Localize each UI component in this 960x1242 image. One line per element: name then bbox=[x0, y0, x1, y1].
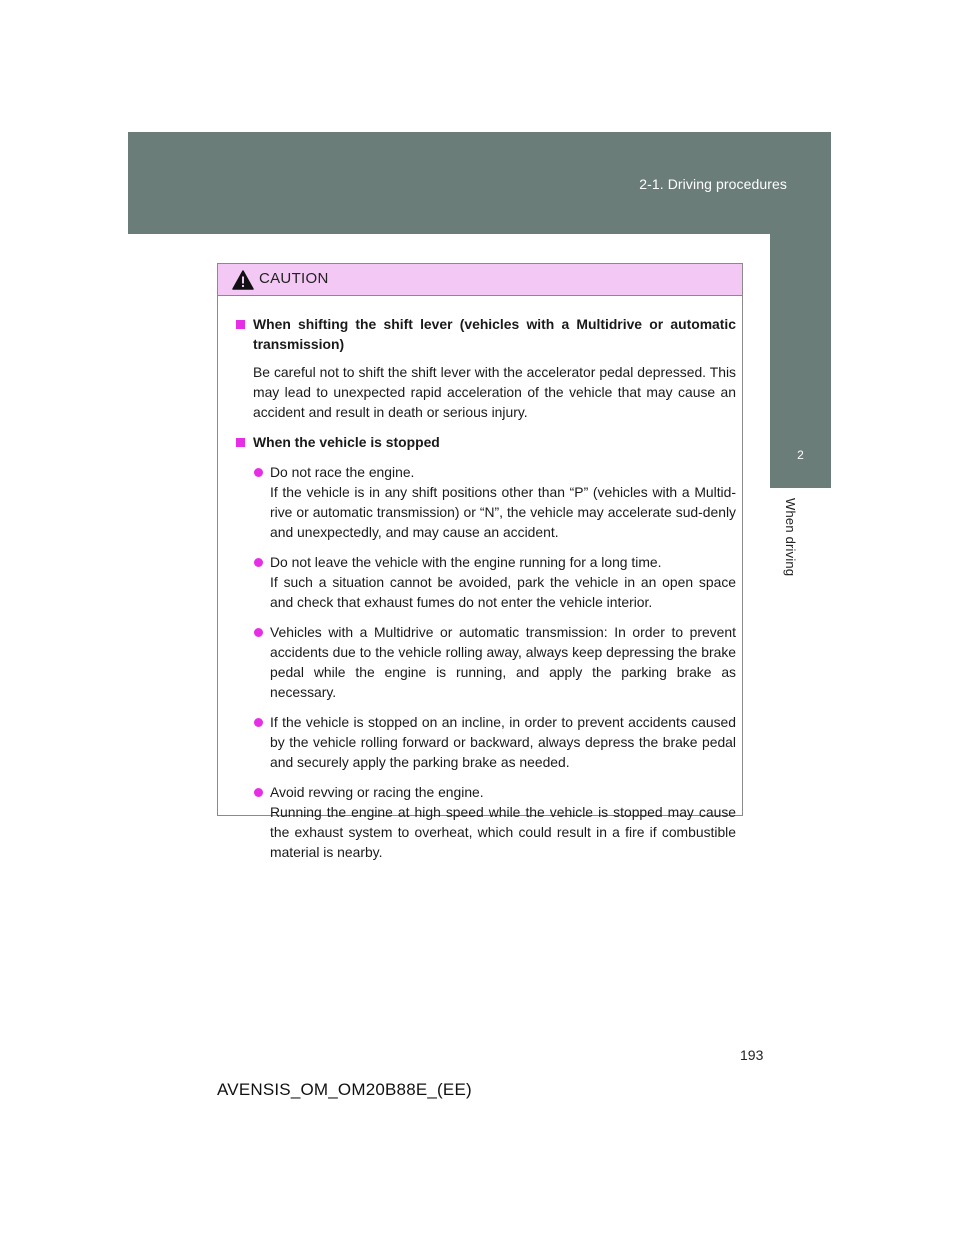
round-bullet-icon bbox=[254, 628, 263, 637]
chapter-tab[interactable] bbox=[770, 420, 831, 488]
list-item-text: If the vehicle is in any shift positions other than “P” (vehicles with a Multid-rive or automatic transmission) or “N”, the vehicle may accelerate sud-denly and unexpectedly, and may cause an accident. bbox=[270, 484, 736, 540]
round-bullet-icon bbox=[254, 468, 263, 477]
square-bullet-icon bbox=[236, 320, 245, 329]
chapter-number: 2 bbox=[797, 448, 804, 462]
round-bullet-icon bbox=[254, 788, 263, 797]
section-heading: When shifting the shift lever (vehicles with a Multidrive or automatic transmission) bbox=[253, 316, 736, 352]
bullet-list bbox=[236, 462, 736, 862]
list-item-text: Do not leave the vehicle with the engine running for a long time. bbox=[270, 554, 662, 570]
caution-box bbox=[217, 263, 743, 860]
page-header-band bbox=[128, 132, 831, 234]
list-item-text: Avoid revving or racing the engine. bbox=[270, 784, 484, 800]
chapter-label: When driving bbox=[783, 498, 798, 577]
list-item-text: If such a situation cannot be avoided, park the vehicle in an open space and check that exhaust fumes do not enter the vehicle interior. bbox=[270, 574, 736, 610]
round-bullet-icon bbox=[254, 718, 263, 727]
round-bullet-icon bbox=[254, 558, 263, 567]
square-bullet-icon bbox=[236, 438, 245, 447]
side-tab-upper bbox=[770, 234, 831, 420]
list-item bbox=[253, 712, 736, 772]
list-item bbox=[253, 552, 736, 612]
caution-header bbox=[218, 264, 742, 296]
section-heading: When the vehicle is stopped bbox=[253, 434, 440, 450]
list-item bbox=[253, 462, 736, 542]
caution-section bbox=[236, 432, 736, 452]
document-code: AVENSIS_OM_OM20B88E_(EE) bbox=[217, 1080, 472, 1099]
list-item-text: Vehicles with a Multidrive or automatic transmission: In order to prevent accidents due to the vehicle rolling away, always keep depressing the brake pedal while the engine is running, and apply the parking brake as necessary. bbox=[270, 624, 736, 700]
section-title: 2-1. Driving procedures bbox=[639, 176, 787, 192]
section-paragraph: Be careful not to shift the shift lever with the accelerator pedal depressed. This may lead to unexpected rapid acceleration of the vehicle that may cause an accident and result in death or serious injury. bbox=[253, 364, 736, 420]
caution-title: CAUTION bbox=[259, 270, 329, 287]
caution-section bbox=[236, 314, 736, 422]
list-item-text: Do not race the engine. bbox=[270, 464, 415, 480]
list-item-text: If the vehicle is stopped on an incline, in order to prevent accidents caused by the vehicle rolling forward or backward, always depress the brake pedal and securely apply the parking brake as needed. bbox=[270, 714, 736, 770]
list-item bbox=[253, 622, 736, 702]
page-number: 193 bbox=[740, 1047, 764, 1063]
warning-triangle-icon bbox=[232, 270, 254, 290]
list-item bbox=[253, 782, 736, 862]
list-item-text: Running the engine at high speed while the vehicle is stopped may cause the exhaust system to overheat, which could result in a fire if combustible material is nearby. bbox=[270, 804, 736, 860]
caution-content bbox=[218, 296, 742, 862]
